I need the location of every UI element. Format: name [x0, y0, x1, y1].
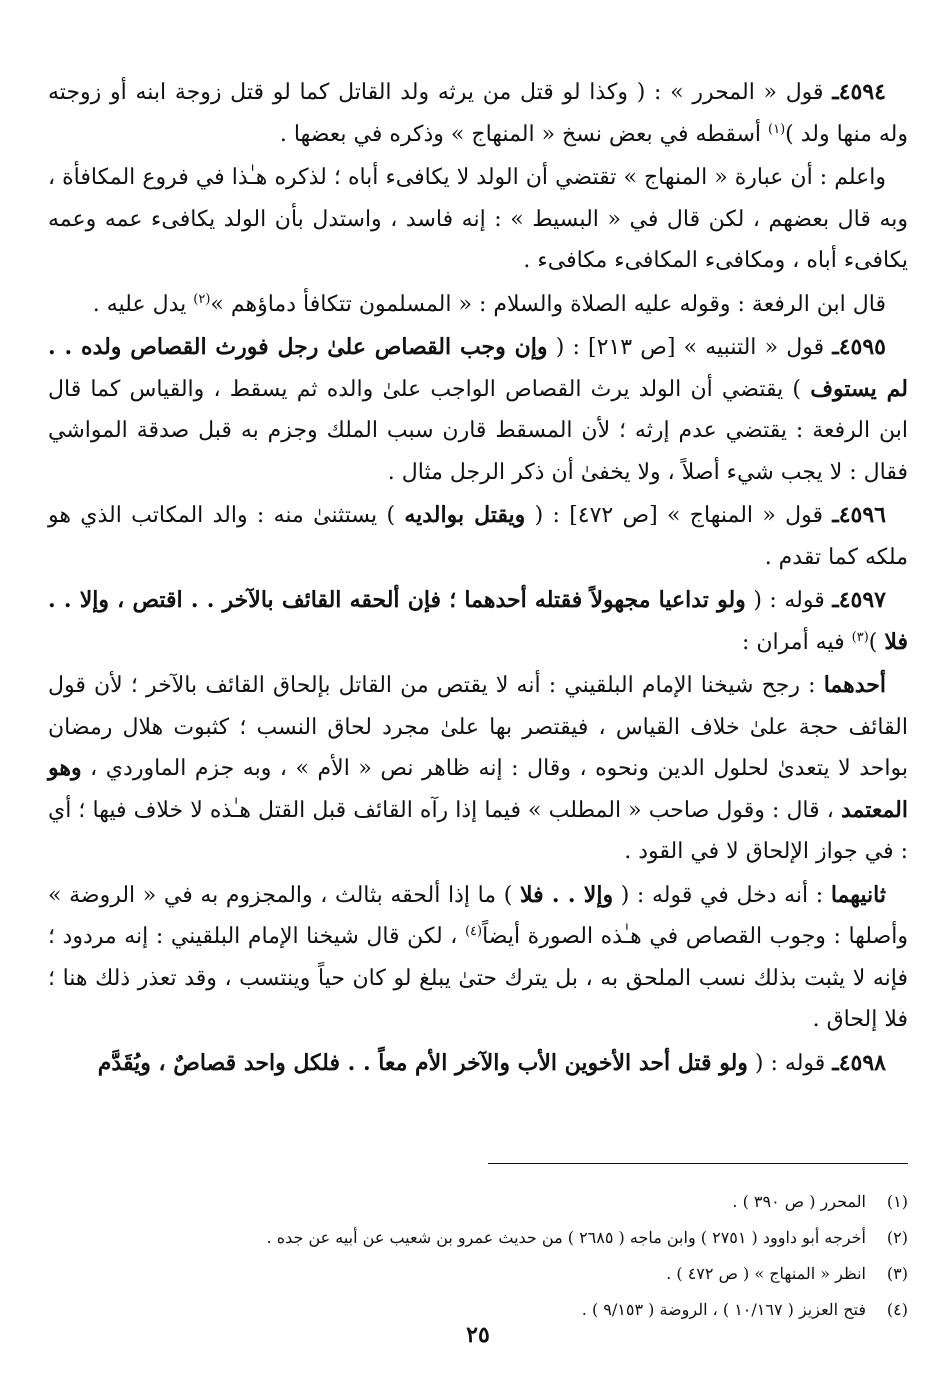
paragraph	[48, 284, 908, 326]
text-run: : رجح شيخنا الإمام البلقيني : أنه لا يقتص من القاتل بإلحاق القائف بالآخر ؛ لأن قول القائف حجة علىٰ خلاف القياس ، فيقتصر بها علىٰ مجرد لحاق النسب ؛ كثبوت هلال رمضان بواحد لا يتعدىٰ لحلول الدين ونحوه ، وقال : إنه ظاهر نص « الأم » ، وبه جزم الماوردي ،	[48, 673, 908, 781]
text-run: ) ما إذا ألحقه بثالث ، والمجزوم به في « الروضة » وأصلها : وجوب القصاص في هـٰذه الصورة أيضاً	[48, 882, 908, 949]
text-run: فيه أمران :	[741, 629, 852, 655]
footnote-marker: (٣)	[851, 629, 869, 645]
bold-text: ٤٥٩٦ـ	[832, 502, 886, 528]
bold-text: ٤٥٩٤ـ	[832, 79, 886, 105]
text-run: ، قال : وقول صاحب « المطلب » فيما إذا رآه القائف قبل القتل هـٰذه لا خلاف فيها ؛ أي : في جواز الإلحاق لا في القود .	[48, 797, 908, 864]
main-text	[48, 72, 908, 1084]
paragraph	[48, 580, 908, 663]
text-run: ، لكن قال شيخنا الإمام البلقيني : إنه مردود ؛ فإنه لا يثبت بذلك نسب الملحق به ، بل يترك حتىٰ يبلغ لو كان حياً وينتسب ، وقد تعذر ذلك هنا ؛ فلا إلحاق .	[48, 924, 908, 1032]
footnote-number: (٢)	[886, 1228, 908, 1247]
text-run: قول « التنبيه » [ص ٢١٣] : (	[547, 335, 833, 360]
text-run: : أنه دخل في قوله : (	[613, 882, 831, 908]
bold-text: ولو تداعيا مجهولاً فقتله أحدهما ؛ فإن ألحقه القائف بالآخر . . اقتص ، وإلا . . فلا	[48, 587, 908, 655]
text-run: قال ابن الرفعة : وقوله عليه الصلاة والسلام : « المسلمون تتكافأ دماؤهم »	[210, 291, 886, 317]
footnote-number: (٣)	[886, 1264, 908, 1283]
paragraph	[48, 327, 908, 493]
text-run: أسقطه في بعض نسخ « المنهاج » وذكره في بعضها .	[279, 121, 769, 147]
text-run: قوله : (	[745, 588, 833, 613]
bold-text: وهو المعتمد	[48, 755, 908, 823]
footnote	[48, 1256, 908, 1292]
bold-text: ٤٥٩٨ـ	[832, 1049, 886, 1076]
paragraph	[48, 495, 908, 578]
bold-text: ولو قتل أحد الأخوين الأب والآخر الأم معاً . . فلكل واحد قصاصٌ ، ويُقَدَّم	[97, 1049, 748, 1076]
bold-text: ٤٥٩٧ـ	[832, 587, 886, 613]
text-run: )	[868, 629, 885, 655]
page-number: ٢٥	[466, 1322, 490, 1348]
footnote-text: انظر « المنهاج » ( ص ٤٧٢ ) .	[666, 1264, 866, 1283]
text-run: ) يقتضي أن الولد يرث القصاص الواجب علىٰ والده ثم يسقط ، والقياس كما قال ابن الرفعة : يقتضي عدم إرثه ؛ لأن المسقط قارن سبب الملك وجزم به قبل صدقة المواشي فقال : لا يجب شيء أصلاً ، ولا يخفىٰ أن ذكر الرجل مثال .	[48, 376, 908, 485]
paragraph	[48, 157, 908, 282]
footnote-number: (٤)	[886, 1300, 908, 1319]
paragraph	[48, 665, 908, 873]
footnote	[48, 1220, 908, 1256]
footnote-text: أخرجه أبو داوود ( ٢٧٥١ ) وابن ماجه ( ٢٦٨٥ ) من حديث عمرو بن شعيب عن أبيه عن جده .	[266, 1228, 866, 1247]
paragraph	[48, 72, 908, 155]
footnote-separator	[488, 1163, 908, 1164]
text-run: يدل عليه .	[92, 291, 194, 317]
footnote-marker: (٢)	[193, 291, 211, 307]
paragraph	[48, 1043, 908, 1085]
text-run: قول « المنهاج » [ص ٤٧٢] : (	[525, 503, 833, 528]
bold-text: ٤٥٩٥ـ	[832, 334, 886, 360]
footnote-marker: (١)	[768, 121, 786, 137]
text-run: قول « المحرر » : ( وكذا لو قتل من يرثه ولد القاتل كما لو قتل زوجة ابنه أو زوجته وله منها ولد )	[48, 80, 908, 147]
footnote	[48, 1184, 908, 1220]
footnote-text: المحرر ( ص ٣٩٠ ) .	[732, 1192, 866, 1211]
bold-text: ثانيهما	[830, 881, 886, 908]
text-run: واعلم : أن عبارة « المنهاج » تقتضي أن الولد لا يكافىء أباه ؛ لذكره هـٰذا في فروع المكافأة ، وبه قال بعضهم ، لكن قال في « البسيط » : إنه فاسد ، واستدل بأن الولد يكافىء عمه وعمه يكافىء أباه ، ومكافىء المكافىء مكافىء .	[48, 165, 908, 273]
text-run: ) يستثنىٰ منه : والد المكاتب الذي هو ملكه كما تقدم .	[48, 503, 908, 570]
footnote-number: (١)	[886, 1192, 908, 1211]
footnotes	[48, 1184, 908, 1328]
bold-text: وإلا . . فلا	[519, 881, 614, 908]
bold-text: أحدهما	[823, 672, 886, 698]
bold-text: ويقتل بوالديه	[404, 502, 526, 528]
bold-text: وإن وجب القصاص علىٰ رجل فورث القصاص ولده . . لم يستوف	[48, 334, 909, 402]
book-page	[48, 72, 908, 1372]
text-run: قوله : (	[747, 1050, 833, 1076]
footnote-marker: (٤)	[464, 924, 483, 939]
paragraph	[48, 875, 908, 1041]
footnote-text: فتح العزيز ( ١٠/١٦٧ ) ، الروضة ( ٩/١٥٣ ) .	[581, 1300, 866, 1319]
